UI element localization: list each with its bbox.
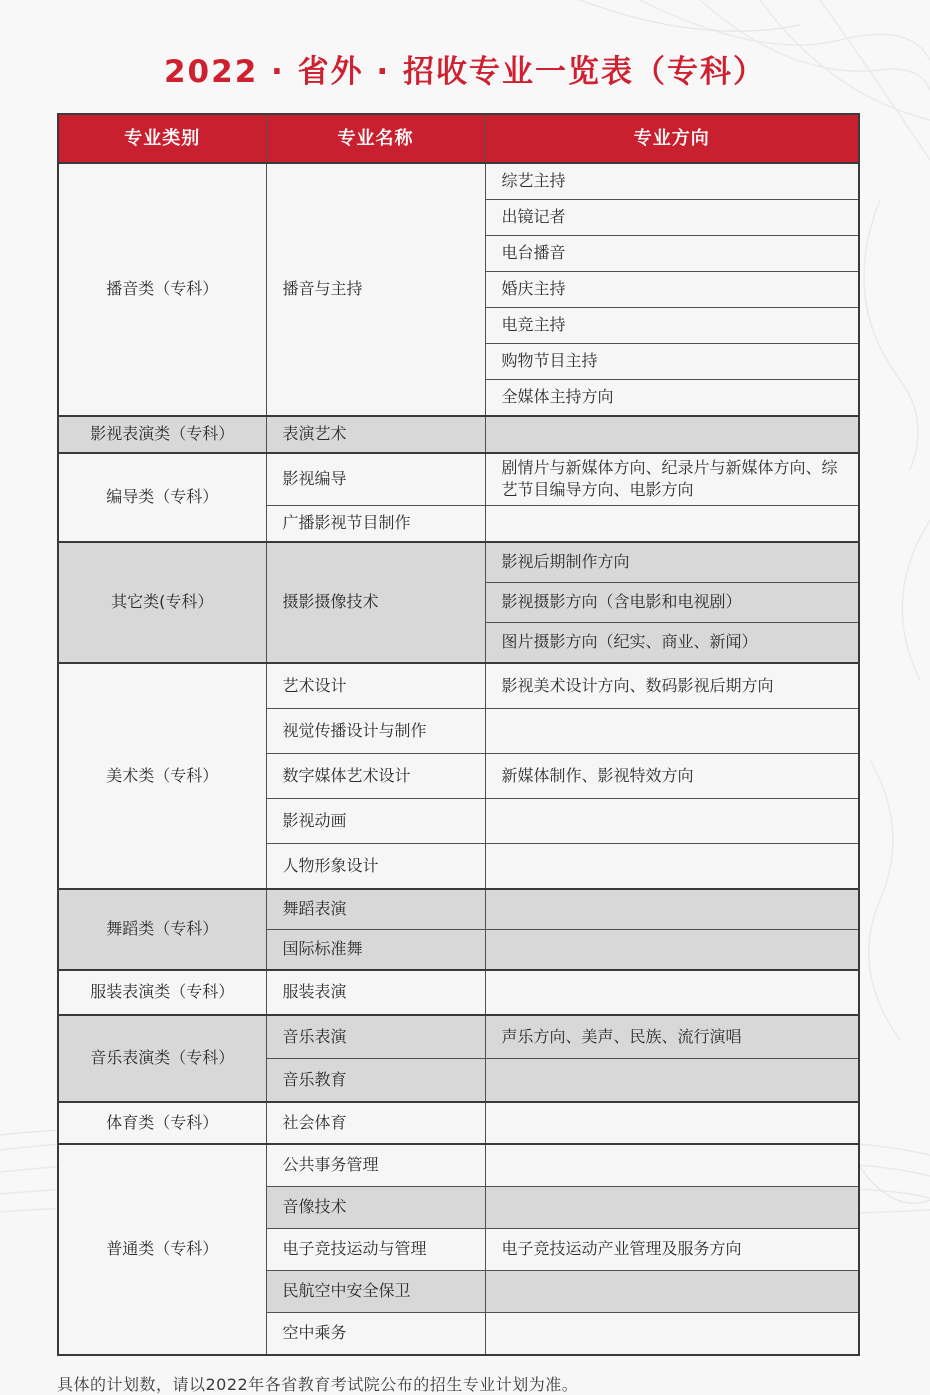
category-cell: 影视表演类（专科） <box>58 416 266 453</box>
major-name-cell: 社会体育 <box>266 1102 485 1144</box>
major-name-cell: 民航空中安全保卫 <box>266 1270 485 1312</box>
table-row <box>58 416 859 453</box>
direction-cell <box>485 708 859 753</box>
category-cell: 音乐表演类（专科） <box>58 1015 266 1102</box>
major-name-cell: 表演艺术 <box>266 416 485 453</box>
direction-cell <box>485 929 859 970</box>
direction-cell <box>485 505 859 542</box>
direction-cell: 出镜记者 <box>485 200 859 236</box>
major-name-cell: 播音与主持 <box>266 163 485 416</box>
table-row <box>58 453 859 505</box>
direction-cell: 购物节目主持 <box>485 344 859 380</box>
category-cell: 编导类（专科） <box>58 453 266 542</box>
direction-cell <box>485 416 859 453</box>
table-row <box>58 889 859 930</box>
major-name-cell: 数字媒体艺术设计 <box>266 753 485 798</box>
major-name-cell: 国际标准舞 <box>266 929 485 970</box>
direction-cell: 婚庆主持 <box>485 272 859 308</box>
major-name-cell: 影视动画 <box>266 798 485 843</box>
major-name-cell: 视觉传播设计与制作 <box>266 708 485 753</box>
category-cell: 体育类（专科） <box>58 1102 266 1144</box>
direction-cell <box>485 1102 859 1144</box>
direction-cell <box>485 1312 859 1355</box>
direction-cell <box>485 1144 859 1187</box>
direction-cell: 全媒体主持方向 <box>485 380 859 417</box>
majors-table <box>57 113 860 1356</box>
major-name-cell: 服装表演 <box>266 970 485 1015</box>
direction-cell <box>485 970 859 1015</box>
column-header-direction: 专业方向 <box>485 114 859 163</box>
direction-cell: 声乐方向、美声、民族、流行演唱 <box>485 1015 859 1059</box>
direction-cell <box>485 1270 859 1312</box>
table-row <box>58 970 859 1015</box>
category-cell: 服装表演类（专科） <box>58 970 266 1015</box>
direction-cell: 影视后期制作方向 <box>485 542 859 583</box>
direction-cell: 电竞主持 <box>485 308 859 344</box>
major-name-cell: 人物形象设计 <box>266 843 485 889</box>
table-header-row <box>58 114 859 163</box>
direction-cell <box>485 889 859 930</box>
table-row <box>58 1102 859 1144</box>
category-cell: 美术类（专科） <box>58 663 266 889</box>
footnote: 具体的计划数，请以2022年各省教育考试院公布的招生专业计划为准。 <box>57 1374 579 1394</box>
category-cell: 舞蹈类（专科） <box>58 889 266 970</box>
direction-cell: 新媒体制作、影视特效方向 <box>485 753 859 798</box>
direction-cell: 电台播音 <box>485 236 859 272</box>
table-body <box>58 163 859 1355</box>
major-name-cell: 空中乘务 <box>266 1312 485 1355</box>
page-title: 2022 · 省外 · 招收专业一览表（专科） <box>163 54 766 90</box>
major-name-cell: 影视编导 <box>266 453 485 505</box>
table-row <box>58 1144 859 1187</box>
table-row <box>58 163 859 200</box>
direction-cell <box>485 1186 859 1228</box>
direction-cell: 图片摄影方向（纪实、商业、新闻） <box>485 622 859 663</box>
direction-cell: 剧情片与新媒体方向、纪录片与新媒体方向、综艺节目编导方向、电影方向 <box>485 453 859 505</box>
direction-cell <box>485 1058 859 1102</box>
table-row <box>58 1015 859 1059</box>
major-name-cell: 公共事务管理 <box>266 1144 485 1187</box>
category-cell: 普通类（专科） <box>58 1144 266 1355</box>
table-row <box>58 663 859 709</box>
direction-cell <box>485 798 859 843</box>
direction-cell: 综艺主持 <box>485 163 859 200</box>
table-row <box>58 542 859 583</box>
direction-cell: 影视美术设计方向、数码影视后期方向 <box>485 663 859 709</box>
major-name-cell: 音像技术 <box>266 1186 485 1228</box>
major-name-cell: 舞蹈表演 <box>266 889 485 930</box>
column-header-major-name: 专业名称 <box>266 114 485 163</box>
major-name-cell: 广播影视节目制作 <box>266 505 485 542</box>
major-name-cell: 音乐教育 <box>266 1058 485 1102</box>
category-cell: 其它类(专科） <box>58 542 266 663</box>
column-header-category: 专业类别 <box>58 114 266 163</box>
major-name-cell: 摄影摄像技术 <box>266 542 485 663</box>
direction-cell <box>485 843 859 889</box>
direction-cell: 影视摄影方向（含电影和电视剧） <box>485 582 859 622</box>
direction-cell: 电子竞技运动产业管理及服务方向 <box>485 1228 859 1270</box>
major-name-cell: 音乐表演 <box>266 1015 485 1059</box>
major-name-cell: 电子竞技运动与管理 <box>266 1228 485 1270</box>
major-name-cell: 艺术设计 <box>266 663 485 709</box>
category-cell: 播音类（专科） <box>58 163 266 416</box>
